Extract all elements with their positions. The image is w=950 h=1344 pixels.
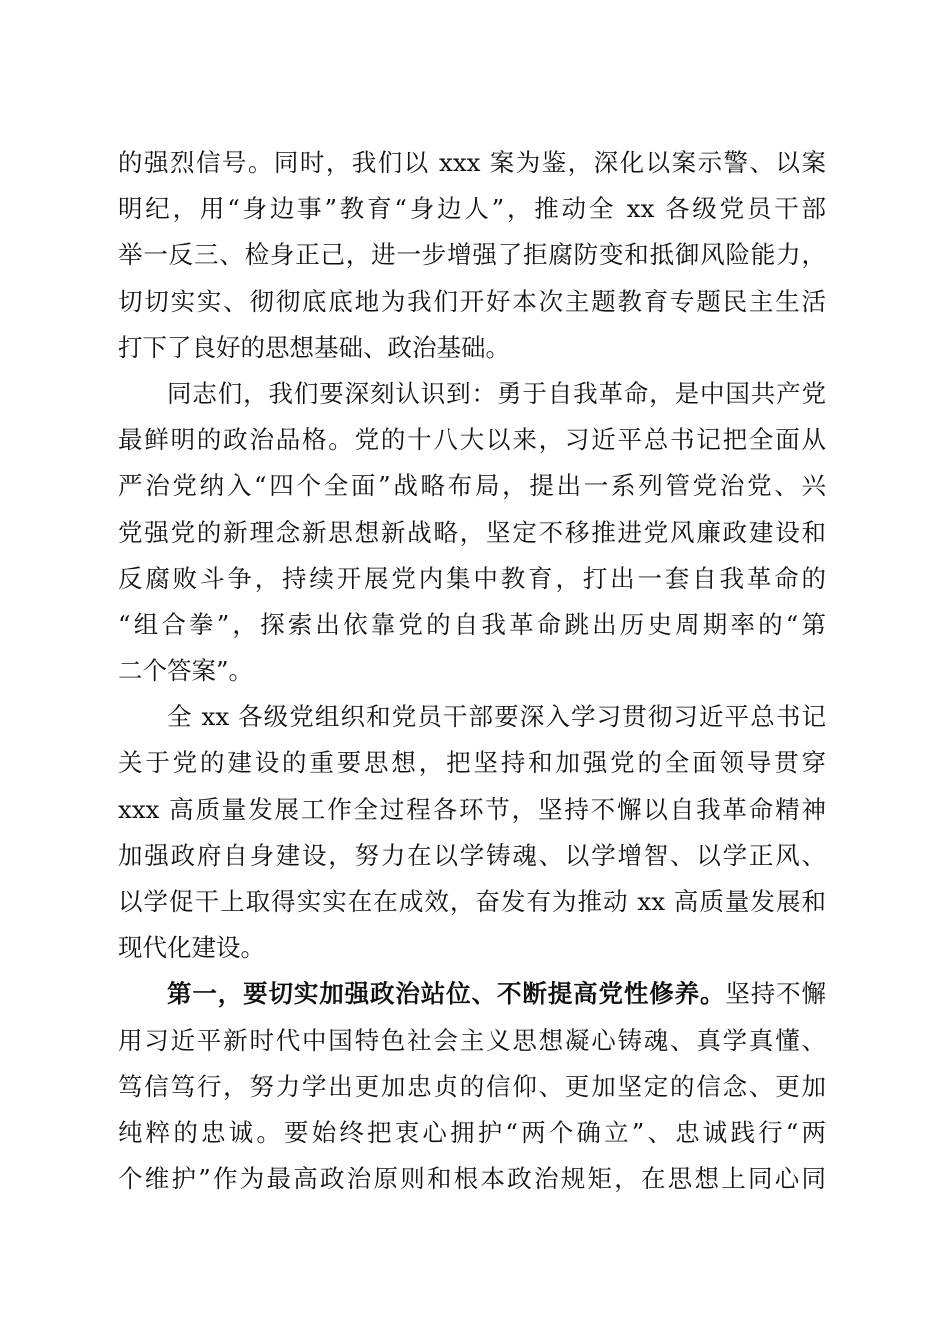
text-line: 明纪，用“身边事”教育“身边人”，推动全 xx 各级党员干部: [118, 194, 826, 224]
text-line: 举一反三、检身正己，进一步增强了拒腐防变和抵御风险能力，: [118, 240, 826, 270]
paragraph-2: [118, 371, 826, 694]
text-line: 现代化建设。: [118, 933, 265, 963]
text-line: 同志们，我们要深刻认识到：勇于自我革命，是中国共产党: [167, 378, 826, 408]
text-line: 纯粹的忠诚。要始终把衷心拥护“两个确立”、忠诚践行“两: [118, 1117, 826, 1147]
text-line: 打下了良好的思想基础、政治基础。: [118, 332, 510, 362]
document-body: [118, 140, 826, 1202]
text-line: xxx 高质量发展工作全过程各环节，坚持不懈以自我革命精神: [118, 794, 826, 824]
text-line: 关于党的建设的重要思想，把坚持和加强党的全面领导贯穿: [118, 748, 826, 778]
paragraph-1: [118, 140, 826, 371]
paragraph-4: [118, 971, 826, 1202]
text-line: 个维护”作为最高政治原则和根本政治规矩，在思想上同心同: [118, 1164, 826, 1194]
text-line: 以学促干上取得实实在在成效，奋发有为推动 xx 高质量发展和: [118, 887, 826, 916]
paragraph-3: [118, 694, 826, 971]
text-line: 加强政府自身建设，努力在以学铸魂、以学增智、以学正风、: [118, 840, 826, 870]
text-run: 坚持不懈: [725, 979, 826, 1009]
text-line: 用习近平新时代中国特色社会主义思想凝心铸魂、真学真懂、: [118, 1025, 826, 1055]
section-heading-lead: 第一，要切实加强政治站位、不断提高党性修养。: [167, 979, 726, 1009]
text-line: 切切实实、彻彻底底地为我们开好本次主题教育专题民主生活: [118, 286, 826, 316]
text-line: 笃信笃行，努力学出更加忠贞的信仰、更加坚定的信念、更加: [118, 1071, 826, 1101]
text-line: 严治党纳入“四个全面”战略布局，提出一系列管党治党、兴: [118, 471, 826, 501]
text-line: 最鲜明的政治品格。党的十八大以来，习近平总书记把全面从: [118, 425, 826, 455]
text-line: 反腐败斗争，持续开展党内集中教育，打出一套自我革命的: [118, 563, 826, 593]
text-line: “组合拳”，探索出依靠党的自我革命跳出历史周期率的“第: [118, 609, 826, 639]
text-line: [118, 971, 826, 1017]
text-line: 全 xx 各级党组织和党员干部要深入学习贯彻习近平总书记: [167, 702, 826, 732]
text-line: 二个答案”。: [118, 656, 254, 686]
text-line: 党强党的新理念新思想新战略，坚定不移推进党风廉政建设和: [118, 517, 826, 547]
text-line: 的强烈信号。同时，我们以 xxx 案为鉴，深化以案示警、以案: [118, 148, 826, 177]
